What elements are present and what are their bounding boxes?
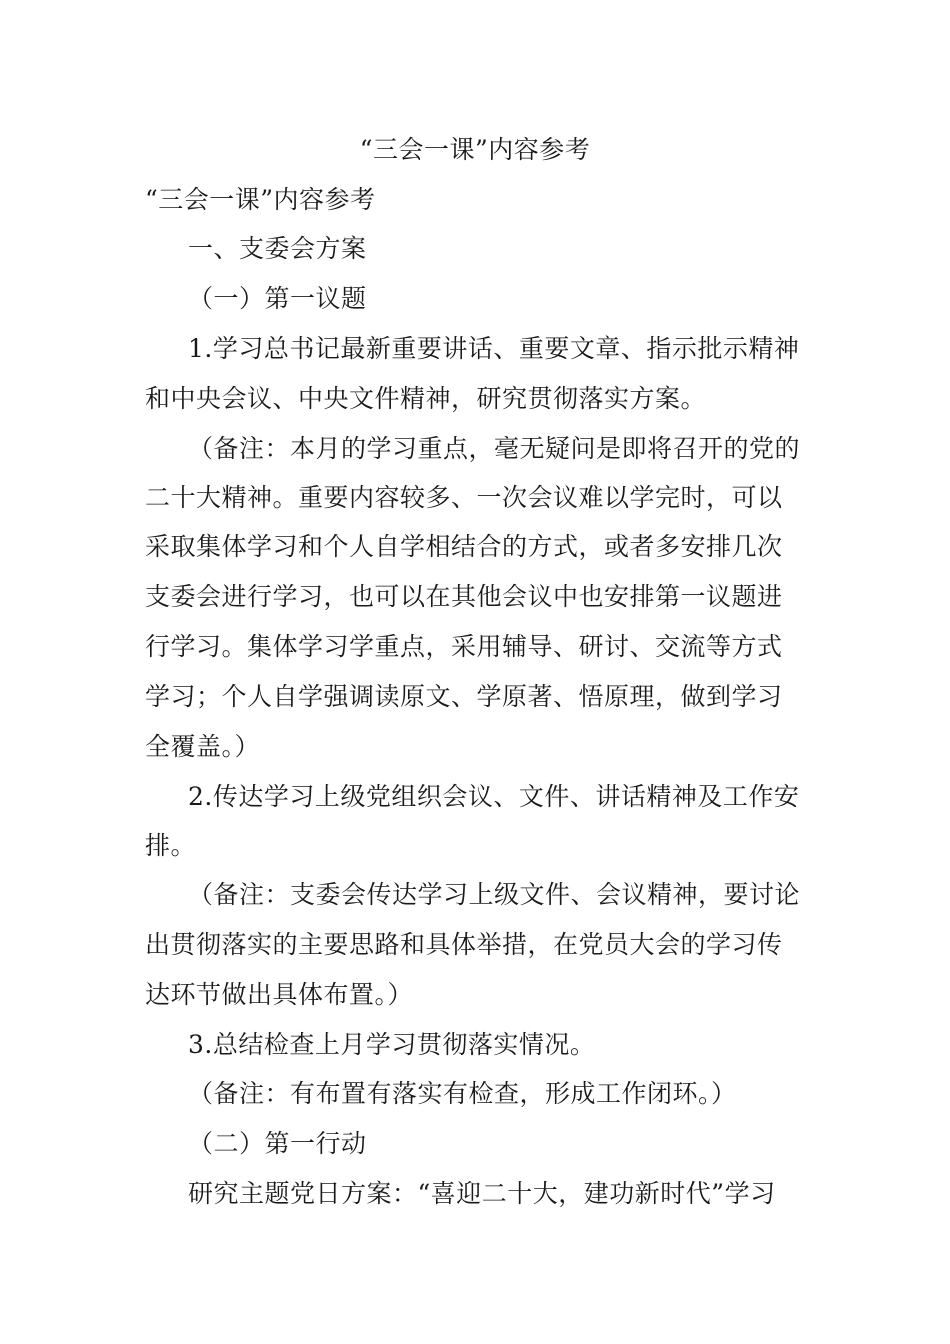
document-title: “三会一课”内容参考 (359, 135, 591, 164)
note-1-line-3: 采取集体学习和个人自学相结合的方式，或者多安排几次 (145, 532, 783, 561)
subsection-heading: （一）第一议题 (188, 284, 367, 313)
note-1-line-5: 行学习。集体学习学重点，采用辅导、研讨、交流等方式 (145, 632, 783, 661)
note-1-line-4: 支委会进行学习，也可以在其他会议中也安排第一议题进 (145, 582, 783, 611)
note-2-line-1: （备注：支委会传达学习上级文件、会议精神，要讨论 (188, 880, 801, 909)
note-1-line-1: （备注：本月的学习重点，毫无疑问是即将召开的党的 (188, 434, 801, 463)
note-1-line-7: 全覆盖。） (145, 732, 261, 761)
item-3: 3.总结检查上月学习贯彻落实情况。 (188, 1030, 596, 1059)
subsection-heading-2: （二）第一行动 (188, 1129, 367, 1158)
item-2-line-1: 2.传达学习上级党组织会议、文件、讲话精神及工作安 (188, 782, 800, 811)
item-1-line-2: 和中央会议、中央文件精神，研究贯彻落实方案。 (145, 384, 707, 413)
paragraph-last: 研究主题党日方案：“喜迎二十大，建功新时代”学习 (188, 1179, 776, 1208)
section-heading: 一、支委会方案 (188, 234, 367, 263)
note-1-line-2: 二十大精神。重要内容较多、一次会议难以学完时，可以 (145, 483, 783, 512)
item-2-line-2: 排。 (145, 831, 197, 860)
note-3: （备注：有布置有落实有检查，形成工作闭环。） (188, 1079, 737, 1108)
item-1-line-1: 1.学习总书记最新重要讲话、重要文章、指示批示精神 (188, 334, 800, 363)
note-2-line-3: 达环节做出具体布置。） (145, 980, 414, 1009)
document-heading: “三会一课”内容参考 (145, 185, 376, 214)
note-1-line-6: 学习；个人自学强调读原文、学原著、悟原理，做到学习 (145, 682, 783, 711)
note-2-line-2: 出贯彻落实的主要思路和具体举措，在党员大会的学习传 (145, 930, 783, 959)
